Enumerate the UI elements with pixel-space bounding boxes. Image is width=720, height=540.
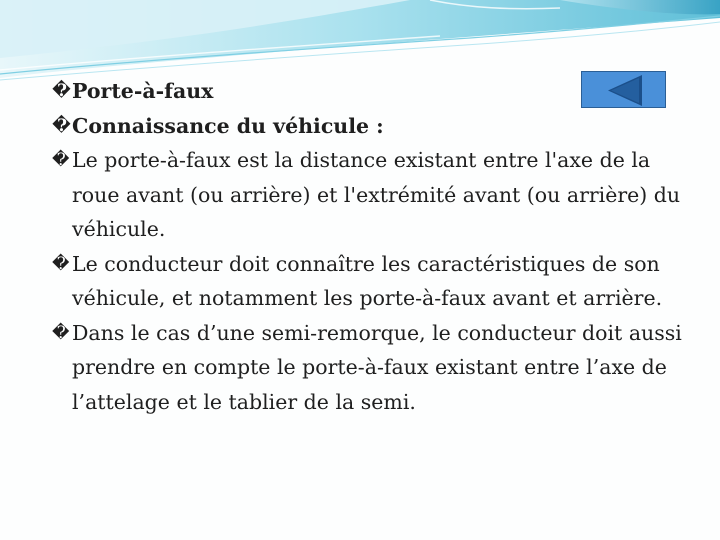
bullet-glyph: � xyxy=(52,150,70,170)
bullet-item-driver-knowledge xyxy=(52,247,692,316)
bullet-item-semi-trailer xyxy=(52,316,692,420)
bullet-text: Connaissance du véhicule : xyxy=(72,113,384,138)
bullet-text: Le porte-à-faux est la distance existant entre l'axe de la roue avant (ou arrière) et l'extrémité avant (ou arrière) du véhicule. xyxy=(72,148,681,241)
bullet-glyph: � xyxy=(52,115,71,136)
bullet-glyph: � xyxy=(52,322,70,343)
bullet-item-subtitle xyxy=(52,109,692,144)
bullet-list xyxy=(52,74,692,419)
bullet-text: Porte-à-faux xyxy=(72,79,214,103)
bullet-glyph: � xyxy=(52,81,71,101)
bullet-text: Le conducteur doit connaître les caractéristiques de son véhicule, et notamment les porte-à-faux avant et arrière. xyxy=(72,251,663,310)
bullet-glyph: � xyxy=(52,253,70,274)
bullet-item-title xyxy=(52,74,692,109)
bullet-text: Dans le cas d’une semi-remorque, le conducteur doit aussi prendre en compte le porte-à-faux existant entre l’axe de l’attelage et le tablier de la semi. xyxy=(72,320,682,414)
bullet-item-definition xyxy=(52,143,692,247)
